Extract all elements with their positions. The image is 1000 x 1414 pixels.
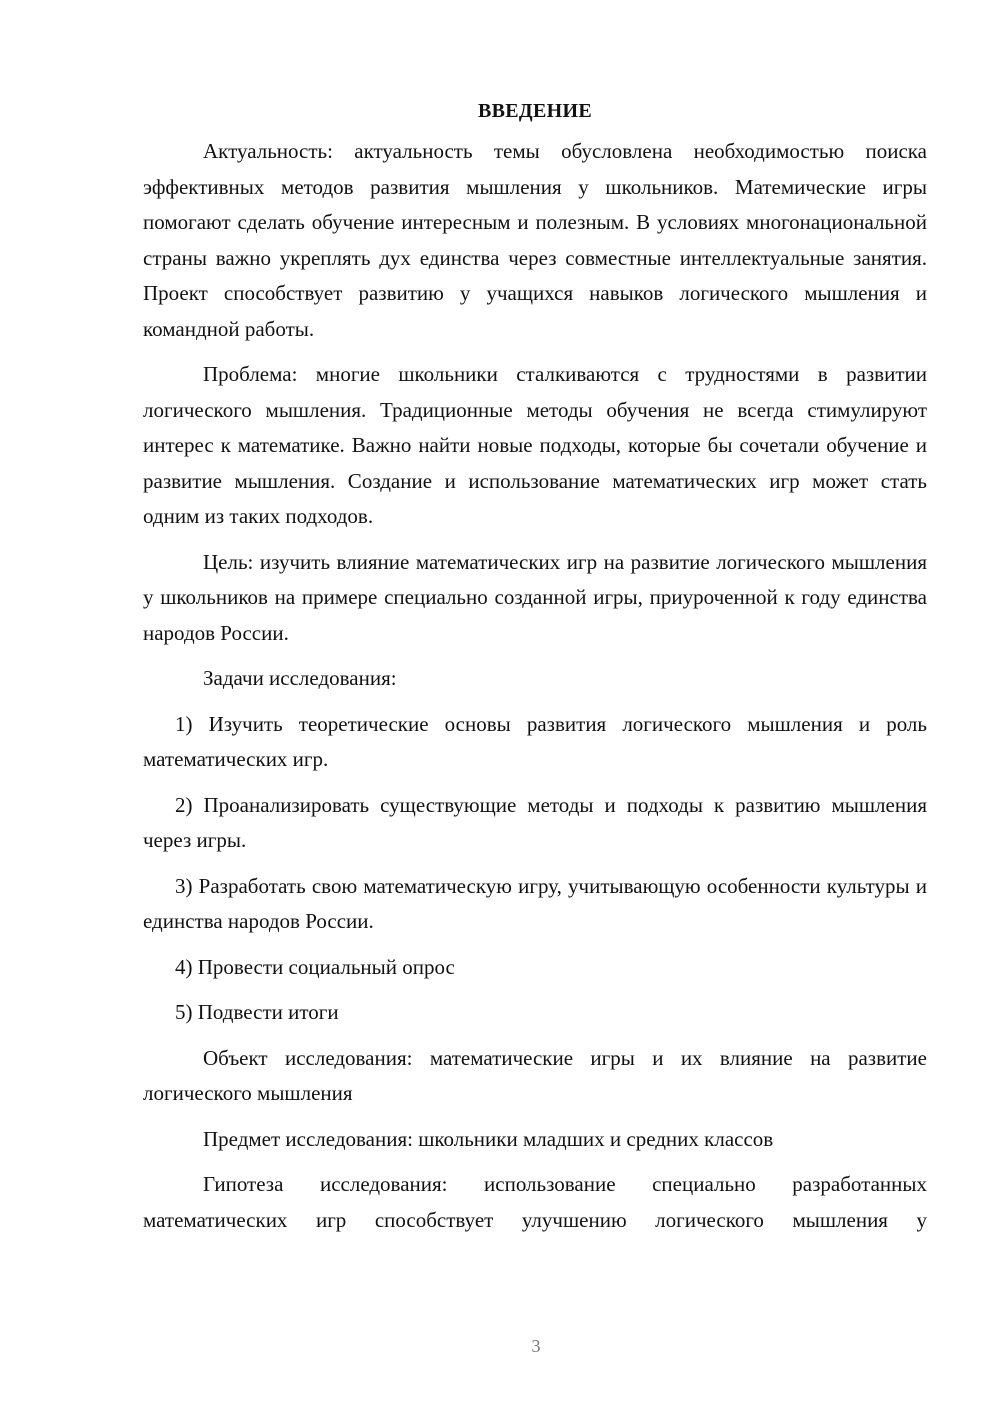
research-subject-paragraph: Предмет исследования: школьники младших и средних классов (203, 1126, 774, 1151)
relevance-paragraph: Актуальность: актуальность темы обусловлена необходимостью поиска эффективных методов развития мышления у школьников. Матемические игры помогают сделать обучение интересным и полезным. В условиях многонациональной страны важно укреплять дух единства через совместные интеллектуальные занятия. Проект способствует развитию у учащихся навыков логического мышления и командной работы. (143, 139, 927, 341)
task-item: 5) Подвести итоги (175, 1000, 339, 1024)
task-item: 1) Изучить теоретические основы развития логического мышления и роль математических игр. (143, 711, 927, 771)
hypothesis-paragraph: Гипотеза исследования: использование специально разработанных математических игр способствует улучшению логического мышления у (143, 1172, 927, 1232)
task-item: 4) Провести социальный опрос (175, 954, 455, 979)
research-object-paragraph: Объект исследования: математические игры и их влияние на развитие логического мышления (143, 1045, 927, 1105)
document-body (143, 96, 927, 1248)
problem-paragraph: Проблема: многие школьники сталкиваются с трудностями в развитии логического мышления. Традиционные методы обучения не всегда стимулируют интерес к математике. Важно найти новые подходы, которые бы сочетали обучение и развитие мышления. Создание и использование математических игр может стать одним из таких подходов. (143, 362, 927, 528)
goal-paragraph: Цель: изучить влияние математических игр на развитие логического мышления у школьников на примере специально созданной игры, приуроченной к году единства народов России. (143, 549, 927, 645)
tasks-heading: Задачи исследования: (203, 666, 397, 690)
page-number: 3 (531, 1336, 541, 1356)
task-item: 3) Разработать свою математическую игру, учитывающую особенности культуры и единства народов России. (143, 873, 927, 933)
section-title: ВВЕДЕНИЕ (478, 100, 592, 122)
task-item: 2) Проанализировать существующие методы и подходы к развитию мышления через игры. (143, 792, 927, 852)
